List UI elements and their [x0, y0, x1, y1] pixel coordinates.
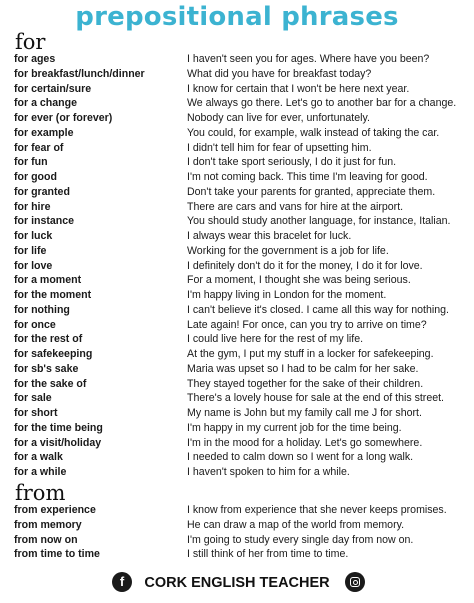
phrase-example: I needed to calm down so I went for a long walk.: [187, 451, 414, 464]
phrase-term: for a moment: [14, 274, 82, 287]
phrase-example: I haven't seen you for ages. Where have you been?: [187, 53, 430, 65]
phrase-term: from experience: [14, 504, 96, 516]
phrase-example: I still think of her from time to time.: [187, 548, 349, 561]
phrase-example: You should study another language, for instance, Italian.: [187, 215, 451, 228]
phrase-row: [0, 503, 474, 518]
phrase-term: for fun: [14, 156, 48, 169]
phrase-row: [0, 52, 474, 67]
phrase-term: for example: [14, 126, 74, 139]
phrase-example: He can draw a map of the world from memory.: [187, 518, 405, 531]
phrase-row: [0, 391, 474, 406]
phrase-example: We always go there. Let's go to another bar for a change.: [187, 97, 457, 110]
phrase-example: I'm in the mood for a holiday. Let's go somewhere.: [187, 436, 423, 449]
phrase-row: [0, 450, 474, 465]
phrase-term: for good: [14, 171, 57, 183]
phrase-term: for love: [14, 259, 53, 272]
phrase-row: [0, 547, 474, 562]
phrase-term: for ever (or forever): [14, 112, 113, 124]
phrase-example: For a moment, I thought she was being serious.: [187, 274, 411, 287]
phrase-example: I'm not coming back. This time I'm leaving for good.: [187, 171, 428, 183]
phrase-term: for life: [14, 244, 47, 257]
phrase-example: At the gym, I put my stuff in a locker for safekeeping.: [187, 348, 434, 360]
phrase-row: [0, 421, 474, 436]
phrase-example: There's a lovely house for sale at the end of this street.: [187, 392, 445, 405]
facebook-icon[interactable]: f: [112, 572, 132, 592]
phrase-row: [0, 273, 474, 288]
phrase-example: I'm happy living in London for the moment.: [187, 289, 387, 301]
phrase-term: for nothing: [14, 303, 70, 316]
phrase-term: for fear of: [14, 141, 64, 154]
phrase-row: [0, 259, 474, 274]
phrase-row: [0, 229, 474, 244]
phrase-term: for instance: [14, 215, 75, 228]
phrase-row: [0, 155, 474, 170]
phrase-term: for a change: [14, 97, 77, 110]
phrase-example: I could live here for the rest of my life.: [187, 333, 364, 346]
phrase-row: [0, 185, 474, 200]
phrase-example: I can't believe it's closed. I came all this way for nothing.: [187, 303, 449, 316]
phrase-term: for sb's sake: [14, 362, 79, 375]
phrase-term: for luck: [14, 230, 53, 242]
phrase-row: [0, 126, 474, 141]
phrase-row: [0, 362, 474, 377]
phrase-term: for breakfast/lunch/dinner: [14, 67, 145, 80]
phrase-row: [0, 347, 474, 362]
phrase-term: for a while: [14, 466, 67, 478]
phrase-example: I always wear this bracelet for luck.: [187, 230, 352, 242]
phrase-term: for a walk: [14, 451, 63, 464]
phrase-term: for once: [14, 318, 56, 331]
phrase-example: They stayed together for the sake of their children.: [187, 377, 424, 390]
phrase-row: [0, 406, 474, 421]
phrase-example: What did you have for breakfast today?: [187, 67, 372, 80]
phrase-row: [0, 318, 474, 333]
phrase-example: Maria was upset so I had to be calm for her sake.: [187, 362, 419, 375]
phrase-term: for safekeeping: [14, 348, 93, 360]
phrase-term: for hire: [14, 200, 51, 213]
phrase-example: I didn't tell him for fear of upsetting him.: [187, 141, 372, 154]
phrase-row: [0, 303, 474, 318]
phrase-row: [0, 377, 474, 392]
phrase-row: [0, 288, 474, 303]
phrase-row: [0, 533, 474, 548]
phrase-example: Nobody can live for ever, unfortunately.: [187, 112, 370, 124]
section-heading-for: for: [15, 30, 46, 54]
phrase-term: for the time being: [14, 421, 103, 434]
phrase-example: Late again! For once, can you try to arrive on time?: [187, 318, 427, 331]
phrase-row: [0, 67, 474, 82]
phrase-example: I know for certain that I won't be here next year.: [187, 82, 410, 95]
phrase-row: [0, 111, 474, 126]
phrase-row: [0, 332, 474, 347]
phrase-example: Don't take your parents for granted, appreciate them.: [187, 185, 436, 198]
section-heading-from: from: [15, 481, 66, 505]
phrase-row: [0, 96, 474, 111]
phrase-example: You could, for example, walk instead of taking the car.: [187, 126, 440, 139]
phrase-term: from memory: [14, 518, 82, 531]
phrase-example: I haven't spoken to him for a while.: [187, 466, 350, 478]
phrase-term: from time to time: [14, 548, 100, 561]
footer: [0, 570, 474, 596]
phrase-row: [0, 170, 474, 185]
instagram-icon[interactable]: [345, 572, 365, 592]
phrase-row: [0, 244, 474, 259]
phrase-term: for a visit/holiday: [14, 436, 102, 449]
phrase-row: [0, 436, 474, 451]
phrase-example: Working for the government is a job for life.: [187, 244, 389, 257]
phrase-list-for: [0, 52, 474, 480]
brand-name: CORK ENGLISH TEACHER: [144, 575, 330, 591]
phrase-term: for certain/sure: [14, 82, 92, 95]
phrase-example: There are cars and vans for hire at the airport.: [187, 200, 404, 213]
phrase-example: I'm happy in my current job for the time being.: [187, 421, 402, 434]
phrase-term: for the moment: [14, 289, 92, 301]
phrase-example: I don't take sport seriously, I do it just for fun.: [187, 156, 397, 169]
phrase-row: [0, 82, 474, 97]
phrase-term: for sale: [14, 392, 52, 405]
phrase-row: [0, 465, 474, 480]
phrase-example: My name is John but my family call me J for short.: [187, 407, 422, 419]
phrase-row: [0, 214, 474, 229]
page-title: prepositional phrases: [75, 2, 399, 32]
phrase-term: for the rest of: [14, 333, 83, 346]
phrase-term: for short: [14, 407, 58, 419]
phrase-row: [0, 518, 474, 533]
phrase-term: from now on: [14, 533, 78, 546]
phrase-example: I know from experience that she never keeps promises.: [187, 504, 447, 516]
phrase-example: I definitely don't do it for the money, I do it for love.: [187, 259, 423, 272]
phrase-row: [0, 200, 474, 215]
phrase-term: for ages: [14, 53, 56, 65]
phrase-term: for the sake of: [14, 377, 87, 390]
phrase-term: for granted: [14, 185, 70, 198]
phrase-row: [0, 141, 474, 156]
phrase-list-from: [0, 503, 474, 562]
phrase-example: I'm going to study every single day from now on.: [187, 533, 414, 546]
